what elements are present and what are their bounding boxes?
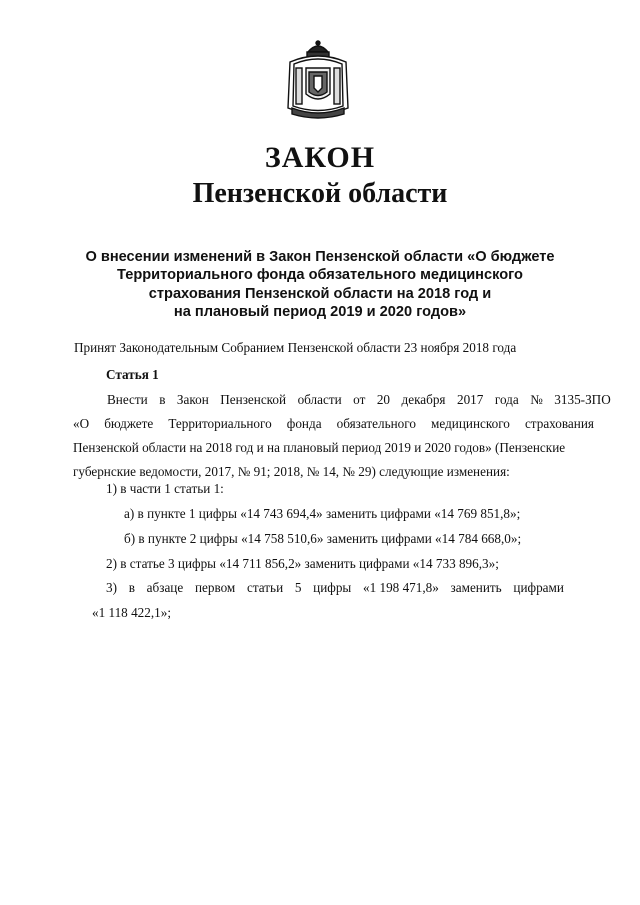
item-1a: а) в пункте 1 цифры «14 743 694,4» заменить цифрами «14 769 851,8»; [124, 506, 521, 521]
document-title: ЗАКОН [264, 141, 376, 174]
article-heading: Статья 1 [106, 367, 159, 382]
law-subject [40, 248, 600, 321]
item-3-word: в [128, 580, 135, 595]
item-3-word: статьи [247, 580, 284, 595]
adoption-note: Принят Законодательным Собранием Пензенской области 23 ноября 2018 года [74, 340, 517, 355]
intro-line: губернские ведомости, 2017, № 91; 2018, № 14, № 29) следующие изменения: [73, 464, 510, 479]
intro-line-text: Внести в Закон Пензенской области от 20 декабря 2017 года № 3135-ЗПО [107, 392, 611, 407]
item-3 [106, 579, 564, 597]
item-2: 2) в статье 3 цифры «14 711 856,2» заменить цифрами «14 733 896,3»; [106, 556, 499, 571]
law-subject-line: О внесении изменений в Закон Пензенской области «О бюджете [85, 249, 555, 265]
intro-line: «О бюджете Территориального фонда обязательного медицинского страхования [73, 416, 594, 431]
item-3-continuation: «1 118 422,1»; [92, 605, 172, 620]
intro-line [107, 388, 611, 412]
item-3-word: цифрами [513, 580, 564, 595]
item-3-word: 5 [294, 580, 302, 595]
item-3-word: первом [194, 580, 236, 595]
coat-of-arms-icon [282, 38, 354, 120]
article-intro [73, 388, 611, 484]
item-3-word: абзаце [146, 580, 184, 595]
item-1: 1) в части 1 статьи 1: [106, 481, 224, 496]
item-3-word: «1 198 471,8» [363, 580, 439, 595]
intro-line: Пензенской области на 2018 год и на плановый период 2019 и 2020 годов» (Пензенские [73, 440, 566, 455]
item-3-word: 3) [106, 580, 117, 595]
item-3-word: цифры [313, 580, 352, 595]
item-1b: б) в пункте 2 цифры «14 758 510,6» заменить цифрами «14 784 668,0»; [124, 531, 522, 546]
law-subject-line: на плановый период 2019 и 2020 годов» [173, 303, 467, 320]
item-3-word: заменить [450, 580, 502, 595]
law-subject-line: страхования Пензенской области на 2018 год и [148, 285, 492, 302]
document-subtitle: Пензенской области [192, 178, 448, 209]
item-3-words [106, 579, 564, 597]
law-subject-line: Территориального фонда обязательного медицинского [117, 267, 523, 284]
